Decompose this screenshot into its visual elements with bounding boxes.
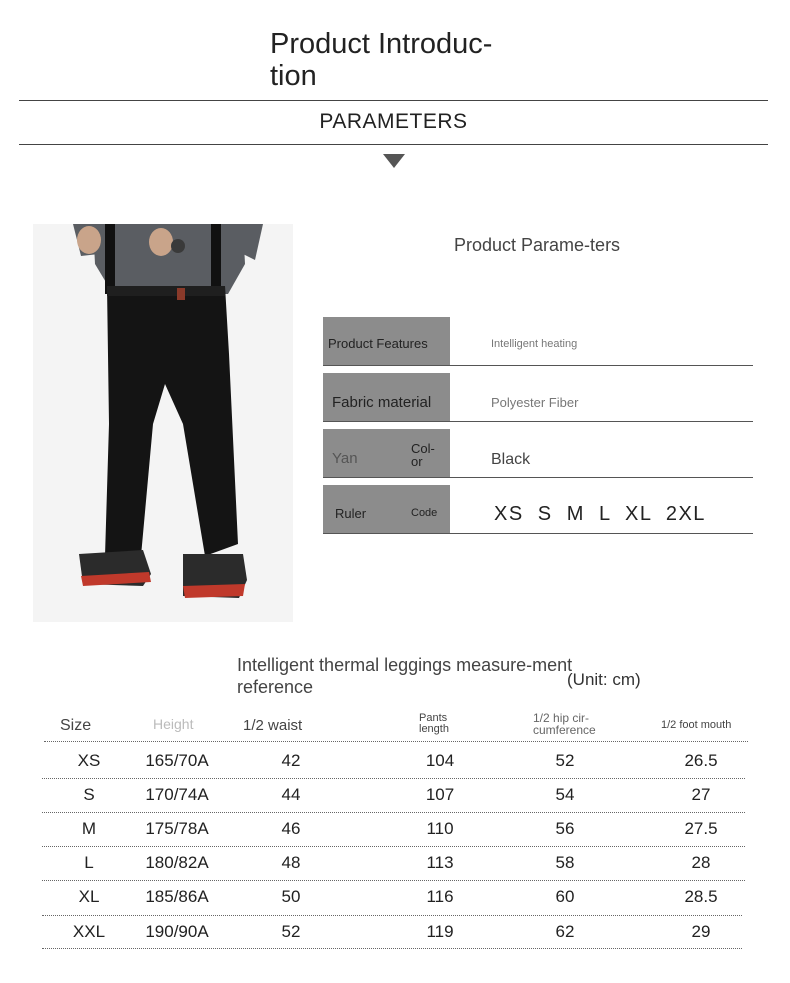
cell-hip: 60	[555, 887, 575, 906]
cell-length: 119	[426, 922, 454, 941]
param-label: Product Features	[328, 336, 428, 351]
model-wearing-pants-illustration	[33, 224, 293, 622]
cell-waist: 52	[281, 922, 301, 941]
cell-height: 185/86A	[145, 887, 209, 906]
param-label-b: Code	[411, 507, 438, 519]
header-divider-bottom	[19, 144, 768, 145]
parameters-heading: PARAMETERS	[319, 110, 468, 133]
cell-hip: 52	[555, 751, 575, 770]
size-chart-unit: (Unit: cm)	[567, 670, 641, 689]
cell-height: 165/70A	[145, 751, 209, 770]
col-header-length: Pants length	[419, 712, 449, 735]
cell-foot-mouth: 26.5	[684, 751, 718, 770]
param-label-box	[323, 373, 450, 421]
table-row-divider	[42, 778, 745, 779]
cell-hip: 58	[555, 853, 575, 872]
table-row-divider	[42, 948, 742, 949]
param-label-box	[323, 317, 450, 365]
cell-size: XS	[77, 751, 101, 770]
col-header-hip: 1/2 hip cir-cumference	[533, 711, 596, 737]
cell-length: 104	[425, 751, 455, 770]
table-row-divider	[42, 915, 742, 916]
param-value: Intelligent heating	[491, 338, 578, 350]
col-header-waist: 1/2 waist	[243, 717, 303, 734]
cell-waist: 46	[281, 819, 301, 838]
cell-waist: 42	[281, 751, 301, 770]
cell-height: 180/82A	[145, 853, 209, 872]
param-row-features	[323, 317, 753, 366]
param-label: Fabric material	[332, 394, 432, 411]
cell-waist: 48	[281, 853, 301, 872]
cell-hip: 56	[555, 819, 575, 838]
param-label-a: Yan	[332, 450, 358, 467]
cell-size: L	[84, 853, 94, 872]
down-triangle-icon	[383, 154, 405, 168]
param-value: Polyester Fiber	[491, 395, 579, 410]
param-label-a: Ruler	[335, 506, 367, 521]
page-title: Product Introduc-tion	[270, 28, 493, 92]
table-row-divider	[42, 846, 745, 847]
cell-size: S	[83, 785, 95, 804]
param-row-fabric	[323, 373, 753, 422]
param-label-box	[323, 485, 450, 533]
cell-height: 190/90A	[145, 922, 209, 941]
cell-length: 113	[426, 853, 454, 872]
cell-length: 110	[426, 819, 454, 838]
col-header-size: Size	[60, 717, 92, 734]
col-header-foot-mouth: 1/2 foot mouth	[661, 719, 732, 731]
cell-foot-mouth: 28.5	[684, 887, 718, 906]
cell-length: 116	[426, 887, 454, 906]
table-row-divider	[42, 880, 745, 881]
cell-height: 175/78A	[145, 819, 209, 838]
cell-hip: 54	[555, 785, 575, 804]
param-label-box	[323, 429, 450, 477]
cell-waist: 44	[281, 785, 301, 804]
cell-size: XXL	[72, 922, 106, 941]
col-header-height: Height	[153, 716, 194, 732]
cell-length: 107	[425, 785, 455, 804]
param-row-size	[323, 485, 753, 534]
cell-foot-mouth: 27.5	[684, 819, 718, 838]
cell-hip: 62	[555, 922, 575, 941]
cell-size: M	[81, 819, 97, 838]
table-divider	[44, 741, 748, 742]
cell-size: XL	[78, 887, 100, 906]
header-divider-top	[19, 100, 768, 101]
product-photo	[33, 224, 293, 622]
param-label-b: Col-or	[411, 441, 435, 469]
cell-height: 170/74A	[145, 785, 209, 804]
cell-foot-mouth: 27	[691, 785, 711, 804]
cell-foot-mouth: 28	[691, 853, 711, 872]
param-value: Black	[491, 451, 531, 468]
size-chart-title: Intelligent thermal leggings measure-ment reference	[237, 655, 573, 697]
param-row-color	[323, 429, 753, 478]
cell-waist: 50	[281, 887, 301, 906]
param-value: XS S M L XL 2XL	[494, 503, 706, 525]
table-row-divider	[42, 812, 745, 813]
cell-foot-mouth: 29	[691, 922, 711, 941]
product-parameters-title: Product Parame-ters	[454, 235, 621, 255]
